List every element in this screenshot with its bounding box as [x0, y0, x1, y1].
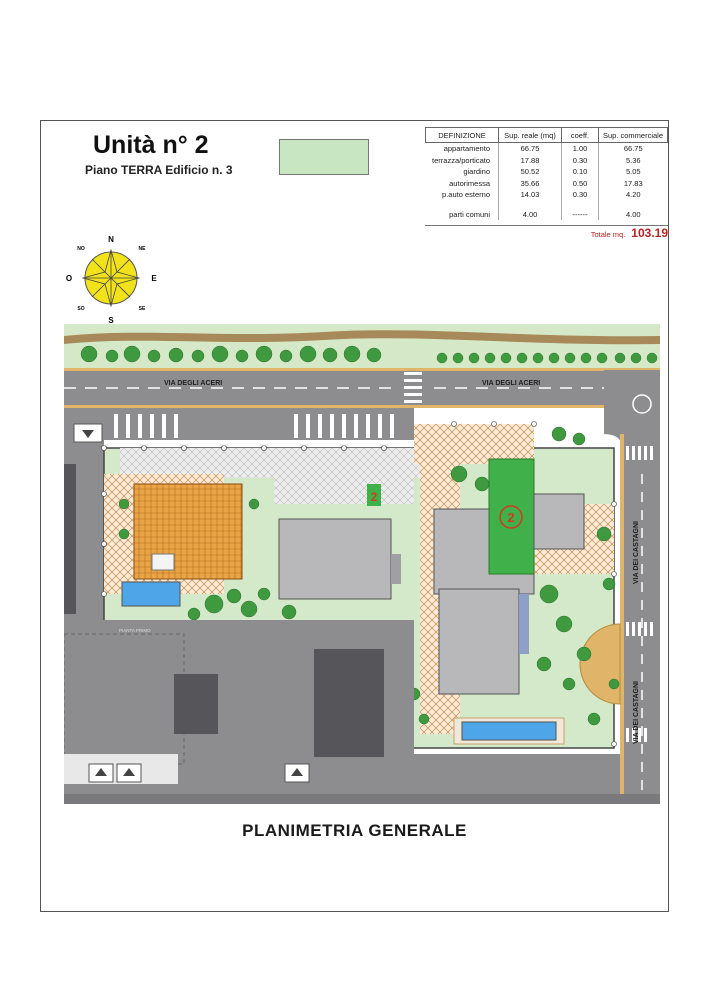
- compass-ne: NE: [138, 246, 146, 252]
- terrace-table: [152, 554, 174, 570]
- unit-color-legend: [279, 139, 369, 175]
- col-coeff: coeff.: [562, 128, 599, 143]
- table-spacer: [426, 201, 668, 209]
- street-label-top-right: VIA DEGLI ACERI: [482, 380, 541, 387]
- row-coeff: 0.50: [562, 178, 599, 190]
- row-sup-commerciale: 5.36: [599, 155, 668, 167]
- compass-e: E: [151, 274, 157, 283]
- site-plan: [64, 324, 660, 804]
- row-sup-commerciale: 4.20: [599, 189, 668, 201]
- compass-so: SO: [77, 306, 85, 312]
- compass-s: S: [108, 316, 114, 323]
- row-coeff: ------: [562, 209, 599, 221]
- total-label: Totale mq.: [590, 230, 626, 239]
- paving-strip: [274, 474, 414, 504]
- unit-marker: 2: [507, 510, 515, 525]
- compass-rose: [61, 233, 161, 323]
- row-label: autorimessa: [449, 178, 490, 188]
- building-east-lower: [439, 589, 519, 694]
- total-value: 103.19: [631, 226, 668, 240]
- parking-marker: 2: [370, 490, 378, 504]
- row-label: appartamento: [443, 144, 490, 154]
- table-row: [426, 155, 668, 167]
- pool-west: [122, 582, 180, 606]
- building-east-annex: [534, 494, 584, 549]
- pool-east: [462, 722, 556, 740]
- row-sup-reale: 14.03: [499, 189, 562, 201]
- row-sup-reale: 66.75: [499, 143, 562, 155]
- row-coeff: 0.10: [562, 166, 599, 178]
- street-label-top-left: VIA DEGLI ACERI: [164, 380, 223, 387]
- compass-n: N: [108, 235, 114, 244]
- paved-path-top: [120, 448, 420, 478]
- south-building-2: [314, 649, 384, 757]
- row-coeff: 1.00: [562, 143, 599, 155]
- floor-label: PIANTA PRIMO: [119, 628, 151, 633]
- area-table-header: [426, 128, 668, 143]
- table-row: [426, 143, 668, 155]
- area-table: [425, 127, 668, 220]
- building-west: [279, 519, 391, 599]
- compass-no: NO: [77, 246, 85, 252]
- row-label: terrazza/porticato: [432, 155, 490, 165]
- table-row: [426, 178, 668, 190]
- area-total: [425, 225, 668, 240]
- row-sup-reale: 4.00: [499, 209, 562, 221]
- building-stair: [519, 594, 529, 654]
- compass-o: O: [65, 274, 73, 283]
- row-sup-reale: 50.52: [499, 166, 562, 178]
- left-dark-block: [64, 464, 76, 614]
- street-label-right-upper: VIA DEI CASTAGNI: [633, 520, 640, 584]
- compass-se: SE: [138, 306, 146, 312]
- top-curb: [64, 368, 660, 371]
- row-coeff: 0.30: [562, 155, 599, 167]
- lattice-path-north: [414, 424, 534, 464]
- col-definizione: DEFINIZIONE: [426, 128, 499, 143]
- unit-title: Unità n° 2: [93, 131, 209, 159]
- table-row: [426, 166, 668, 178]
- lower-curb: [64, 405, 660, 408]
- south-lot-west: [64, 634, 184, 764]
- bottom-edge: [64, 794, 660, 804]
- south-building-1: [174, 674, 218, 734]
- unit-subtitle: Piano TERRA Edificio n. 3: [85, 163, 233, 177]
- row-sup-commerciale: 5.05: [599, 166, 668, 178]
- row-sup-commerciale: 66.75: [599, 143, 668, 155]
- compass-needles: [83, 250, 139, 306]
- row-label: giardino: [463, 167, 490, 177]
- row-sup-reale: 17.88: [499, 155, 562, 167]
- row-label: parti comuni: [449, 209, 490, 219]
- table-row: [426, 209, 668, 221]
- col-sup-reale: Sup. reale (mq): [499, 128, 562, 143]
- wooden-terrace: [134, 484, 242, 579]
- right-curb: [620, 434, 624, 804]
- street-label-right-lower: VIA DEI CASTAGNI: [633, 680, 640, 744]
- drawing-sheet: [40, 120, 669, 912]
- col-sup-commerciale: Sup. commerciale: [599, 128, 668, 143]
- table-row: [426, 189, 668, 201]
- row-label: p.auto esterno: [442, 190, 490, 200]
- row-coeff: 0.30: [562, 189, 599, 201]
- building-west-wing: [391, 554, 401, 584]
- plan-title: PLANIMETRIA GENERALE: [242, 821, 467, 840]
- row-sup-commerciale: 17.83: [599, 178, 668, 190]
- row-sup-commerciale: 4.00: [599, 209, 668, 221]
- row-sup-reale: 35.66: [499, 178, 562, 190]
